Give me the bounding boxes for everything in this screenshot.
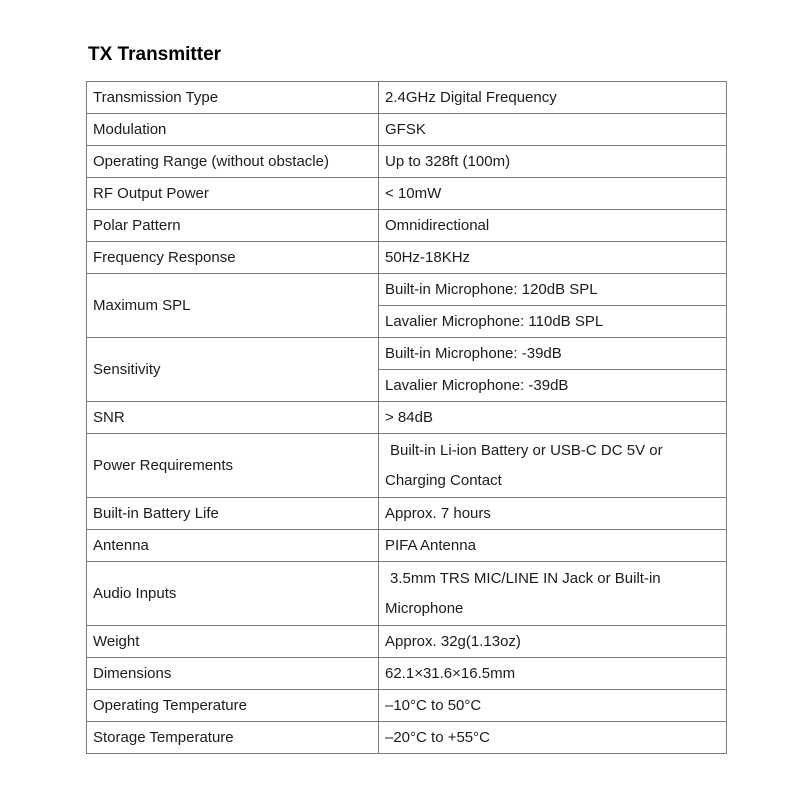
spec-value: 2.4GHz Digital Frequency — [379, 82, 727, 114]
table-row — [87, 242, 727, 274]
table-row — [87, 690, 727, 722]
page-title: TX Transmitter — [88, 44, 222, 65]
spec-value: > 84dB — [379, 402, 727, 434]
spec-value: 3.5mm TRS MIC/LINE IN Jack or Built-in Microphone — [379, 562, 727, 626]
table-row — [87, 562, 727, 626]
spec-value: GFSK — [379, 114, 727, 146]
spec-label: Transmission Type — [87, 82, 379, 114]
spec-table — [86, 81, 727, 754]
table-row — [87, 114, 727, 146]
spec-value: Up to 328ft (100m) — [379, 146, 727, 178]
spec-value: 62.1×31.6×16.5mm — [379, 658, 727, 690]
spec-value: Approx. 7 hours — [379, 498, 727, 530]
spec-label: Built-in Battery Life — [87, 498, 379, 530]
spec-table-body — [87, 82, 727, 754]
spec-value: Approx. 32g(1.13oz) — [379, 626, 727, 658]
table-row — [87, 146, 727, 178]
spec-value: –20°C to +55°C — [379, 722, 727, 754]
table-row — [87, 338, 727, 370]
spec-value: Omnidirectional — [379, 210, 727, 242]
spec-value: Built-in Microphone: -39dB — [379, 338, 727, 370]
spec-label: Maximum SPL — [87, 274, 379, 338]
spec-value: Lavalier Microphone: 110dB SPL — [379, 306, 727, 338]
spec-value: 50Hz-18KHz — [379, 242, 727, 274]
spec-label: RF Output Power — [87, 178, 379, 210]
table-row — [87, 658, 727, 690]
table-row — [87, 178, 727, 210]
spec-value: < 10mW — [379, 178, 727, 210]
spec-label: Dimensions — [87, 658, 379, 690]
spec-value: PIFA Antenna — [379, 530, 727, 562]
table-row — [87, 722, 727, 754]
table-row — [87, 274, 727, 306]
spec-label: Weight — [87, 626, 379, 658]
spec-label: Storage Temperature — [87, 722, 379, 754]
spec-label: Operating Range (without obstacle) — [87, 146, 379, 178]
spec-value: Built-in Li-ion Battery or USB-C DC 5V or Charging Contact — [379, 434, 727, 498]
spec-label: SNR — [87, 402, 379, 434]
spec-label: Power Requirements — [87, 434, 379, 498]
spec-label: Polar Pattern — [87, 210, 379, 242]
spec-label: Sensitivity — [87, 338, 379, 402]
table-row — [87, 498, 727, 530]
spec-value: Lavalier Microphone: -39dB — [379, 370, 727, 402]
spec-value: Built-in Microphone: 120dB SPL — [379, 274, 727, 306]
spec-label: Frequency Response — [87, 242, 379, 274]
spec-label: Audio Inputs — [87, 562, 379, 626]
spec-label: Operating Temperature — [87, 690, 379, 722]
table-row — [87, 626, 727, 658]
table-row — [87, 210, 727, 242]
table-row — [87, 402, 727, 434]
table-row — [87, 434, 727, 498]
spec-label: Modulation — [87, 114, 379, 146]
spec-label: Antenna — [87, 530, 379, 562]
spec-value: –10°C to 50°C — [379, 690, 727, 722]
table-row — [87, 82, 727, 114]
table-row — [87, 530, 727, 562]
